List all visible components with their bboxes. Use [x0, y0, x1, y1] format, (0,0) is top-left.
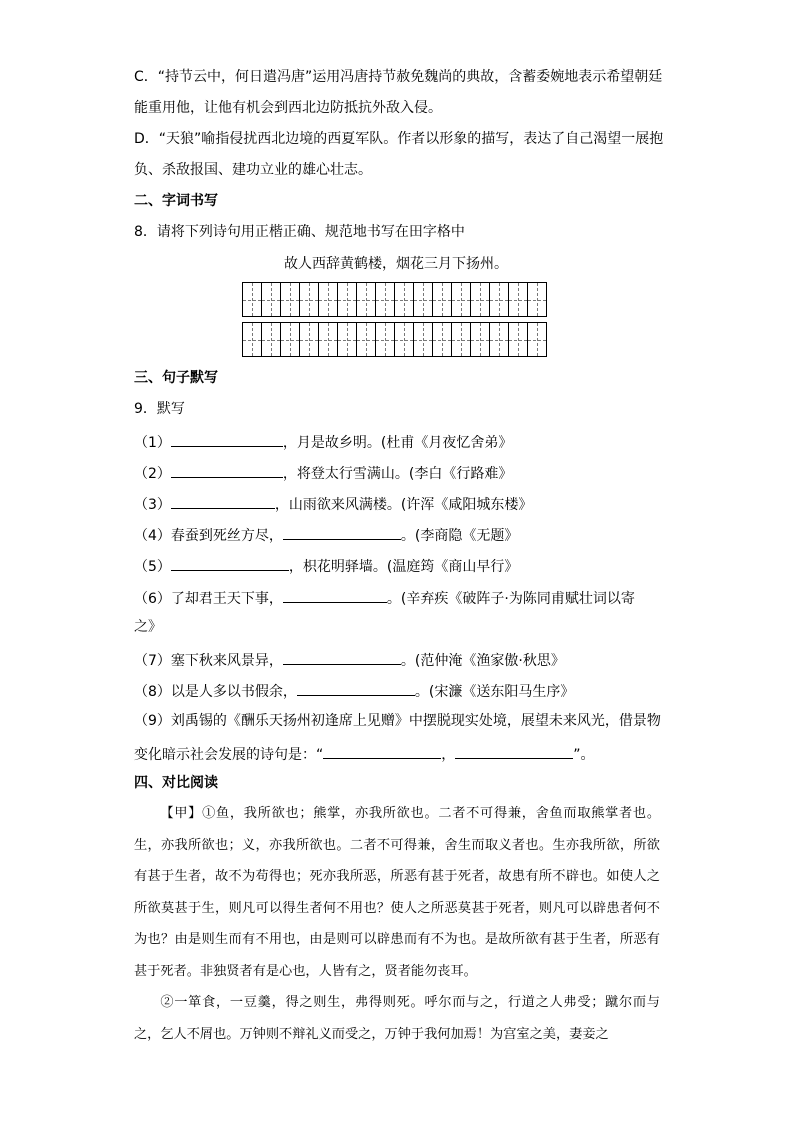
answer-blank[interactable]	[171, 494, 275, 509]
reading-passage-para1	[134, 798, 660, 987]
fill-item-6-cont: 之》	[134, 619, 162, 635]
answer-blank[interactable]	[171, 556, 289, 571]
question-9: 9．默写	[134, 401, 185, 417]
tianzige-grid-row2[interactable]	[242, 322, 547, 357]
answer-blank[interactable]	[283, 650, 401, 665]
passage-tag: 【甲】	[160, 806, 203, 821]
fill-item-4: （4）春蚕到死丝方尽， 。(李商隐《无题》	[134, 525, 518, 544]
answer-blank[interactable]	[171, 463, 283, 478]
question-8: 8．请将下列诗句用正楷正确、规范地书写在田字格中	[134, 224, 465, 240]
answer-blank[interactable]	[297, 681, 415, 696]
fill-item-2: （2） ，将登太行雪满山。(李白《行路难》	[134, 463, 512, 482]
option-c-line1: C．“持节云中，何日遣冯唐”运用冯唐持节赦免魏尚的典故，含蓄委婉地表示希望朝廷	[134, 69, 663, 85]
option-c-line2: 能重用他，让他有机会到西北边防抵抗外敌入侵。	[134, 100, 442, 116]
option-d-line1: D．“天狼”喻指侵扰西北边境的西夏军队。作者以形象的描写，表达了自己渴望一展抱	[134, 131, 664, 147]
reading-passage-para2: ②一箪食，一豆羹，得之则生，弗得则死。呼尔而与之，行道之人弗受；蹴尔而与之，乞人不屑也。万钟则不辩礼义而受之，万钟于我何加焉！为宫室之美，妻妾之	[134, 995, 660, 1042]
section2-title: 二、字词书写	[134, 193, 218, 209]
answer-blank[interactable]	[283, 525, 401, 540]
answer-blank[interactable]	[455, 744, 573, 759]
fill-item-5: （5） ，枳花明驿墙。(温庭筠《商山早行》	[134, 556, 518, 575]
tianzige-grid-row1[interactable]	[242, 282, 547, 317]
poem-line: 故人西辞黄鹤楼，烟花三月下扬州。	[284, 256, 508, 272]
option-d-line2: 负、杀敌报国、建功立业的雄心壮志。	[134, 162, 372, 178]
fill-item-9-line1: （9）刘禹锡的《酬乐天扬州初逢席上见赠》中摆脱现实处境，展望未来风光，借景物	[134, 713, 661, 729]
answer-blank[interactable]	[323, 744, 441, 759]
fill-item-1: （1） ，月是故乡明。(杜甫《月夜忆舍弟》	[134, 432, 512, 451]
fill-item-6: （6）了却君王天下事， 。(辛弃疾《破阵子·为陈同甫赋壮词以寄	[134, 588, 635, 607]
fill-item-9-line2: 变化暗示社会发展的诗句是：“ ， ”。	[134, 744, 595, 763]
fill-item-8: （8）以是人多以书假余， 。(宋濂《送东阳马生序》	[134, 681, 574, 700]
section3-title: 三、句子默写	[134, 370, 218, 386]
answer-blank[interactable]	[283, 588, 387, 603]
para1-text: ①鱼，我所欲也；熊掌，亦我所欲也。二者不可得兼，舍鱼而取熊掌者也。生，亦我所欲也；义，亦我所欲也。二者不可得兼，舍生而取义者也。生亦我所欲，所欲有甚于生者，故不为苟得也；死亦我所恶，所恶有甚于死者，故患有所不辟也。如使人之所欲莫甚于生，则凡可以得生者何不用也？使人之所恶莫甚于死者，则凡可以辟患者何不为也？由是则生而有不用也，由是则可以辟患而有不为也。是故所欲有甚于生者，所恶有甚于死者。非独贤者有是心也，人皆有之，贤者能勿丧耳。	[134, 806, 661, 979]
fill-item-3: （3） ，山雨欲来风满楼。(许浑《咸阳城东楼》	[134, 494, 532, 513]
answer-blank[interactable]	[171, 432, 283, 447]
section4-title: 四、对比阅读	[134, 775, 218, 791]
fill-item-7: （7）塞下秋来风景异， 。(范仲淹《渔家傲·秋思》	[134, 650, 565, 669]
